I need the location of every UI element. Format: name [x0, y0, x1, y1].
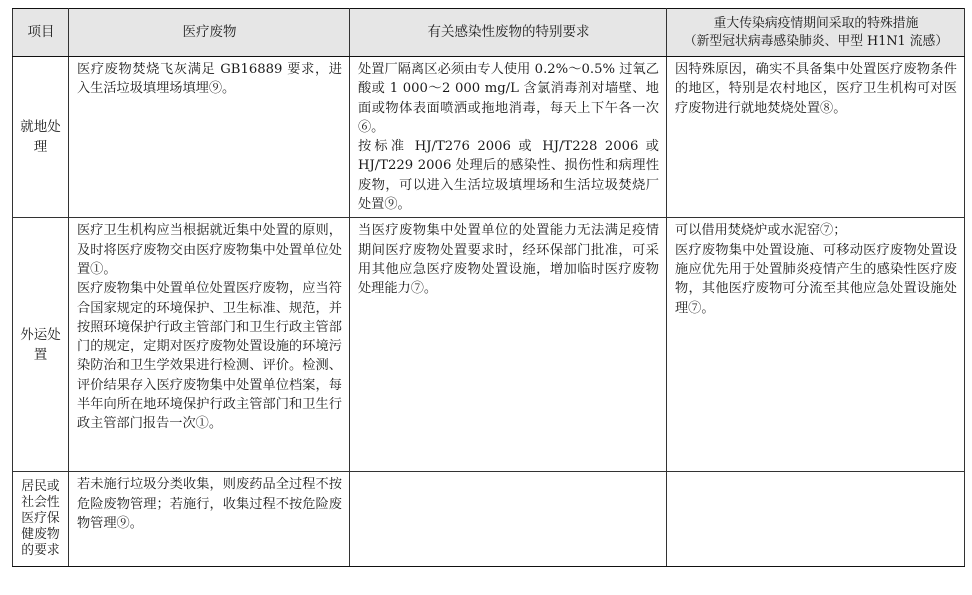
cell-paragraph: 按标准 HJ/T276 2006 或 HJ/T228 2006 或 HJ/T229 2006 处理后的感染性、损伤性和病理性废物，可以进入生活垃圾填埋场和生活垃圾焚烧厂处置⑨。 — [358, 139, 659, 213]
row-label-text: 居民或社会性医疗保健废物的要求 — [21, 479, 60, 559]
header-item: 项目 — [13, 9, 69, 57]
cell-paragraph: 处置厂隔离区必须由专人使用 0.2%～0.5% 过氧乙酸或 1 000～2 000 mg/L 含氯消毒剂对墙壁、地面或物体表面喷洒或拖地消毒，每天上下午各一次⑥。 — [358, 62, 659, 135]
cell-household-medical-waste — [69, 472, 350, 567]
cell-paragraph: 医疗废物集中处置单位处置医疗废物，应当符合国家规定的环境保护、卫生标准、规范，并按照环境保护行政主管部门和卫生行政主管部门的规定，定期对医疗废物处置设施的环境污染防治和卫生学效果进行检测、评价。检测、评价结果存入医疗废物集中处置单位档案，每半年向所在地环境保护行政主管部门和卫生行政主管部门报告一次①。 — [77, 281, 342, 432]
cell-onsite-infectious — [350, 57, 667, 218]
header-special-measures — [667, 9, 965, 57]
row-label-onsite — [13, 57, 69, 218]
row-label-text: 外运处置 — [20, 326, 61, 363]
header-medical-waste: 医疗废物 — [69, 9, 350, 57]
cell-paragraph: 医疗卫生机构应当根据就近集中处置的原则，及时将医疗废物交由医疗废物集中处置单位处置①。 — [77, 223, 342, 277]
cell-paragraph: 可以借用焚烧炉或水泥窑⑦； — [675, 223, 847, 239]
cell-offsite-medical-waste — [69, 218, 350, 472]
table-row-offsite — [13, 218, 965, 472]
header-infectious-requirements: 有关感染性废物的特别要求 — [350, 9, 667, 57]
header-special-subtitle: （新型冠状病毒感染肺炎、甲型 H1N1 流感） — [683, 33, 949, 49]
cell-paragraph: 若未施行垃圾分类收集，则废药品全过程不按危险废物管理；若施行，收集过程不按危险废物管理⑨。 — [77, 477, 342, 531]
cell-offsite-infectious — [350, 218, 667, 472]
cell-paragraph: 医疗废物焚烧飞灰满足 GB16889 要求，进入生活垃圾填埋场填埋⑨。 — [77, 62, 342, 97]
row-label-household — [13, 472, 69, 567]
cell-offsite-special — [667, 218, 965, 472]
table-row-household — [13, 472, 965, 567]
cell-household-infectious — [350, 472, 667, 567]
waste-regulation-table — [12, 8, 965, 567]
cell-household-special — [667, 472, 965, 567]
cell-paragraph: 当医疗废物集中处置单位的处置能力无法满足疫情期间医疗废物处置要求时，经环保部门批准，可采用其他应急医疗废物处置设施，增加临时医疗废物处理能力⑦。 — [358, 223, 659, 297]
row-label-offsite — [13, 218, 69, 472]
row-label-text: 就地处理 — [20, 119, 61, 156]
header-special-title: 重大传染病疫情期间采取的特殊措施 — [713, 15, 919, 31]
cell-paragraph: 医疗废物集中处置设施、可移动医疗废物处置设施应优先用于处置肺炎疫情产生的感染性医疗废物，其他医疗废物可分流至其他应急处置设施处理⑦。 — [675, 242, 957, 316]
table-row-onsite — [13, 57, 965, 218]
cell-onsite-medical-waste — [69, 57, 350, 218]
cell-onsite-special — [667, 57, 965, 218]
cell-paragraph: 因特殊原因，确实不具备集中处置医疗废物条件的地区，特别是农村地区，医疗卫生机构可对医疗废物进行就地焚烧处置⑧。 — [675, 62, 957, 116]
header-row — [13, 9, 965, 57]
